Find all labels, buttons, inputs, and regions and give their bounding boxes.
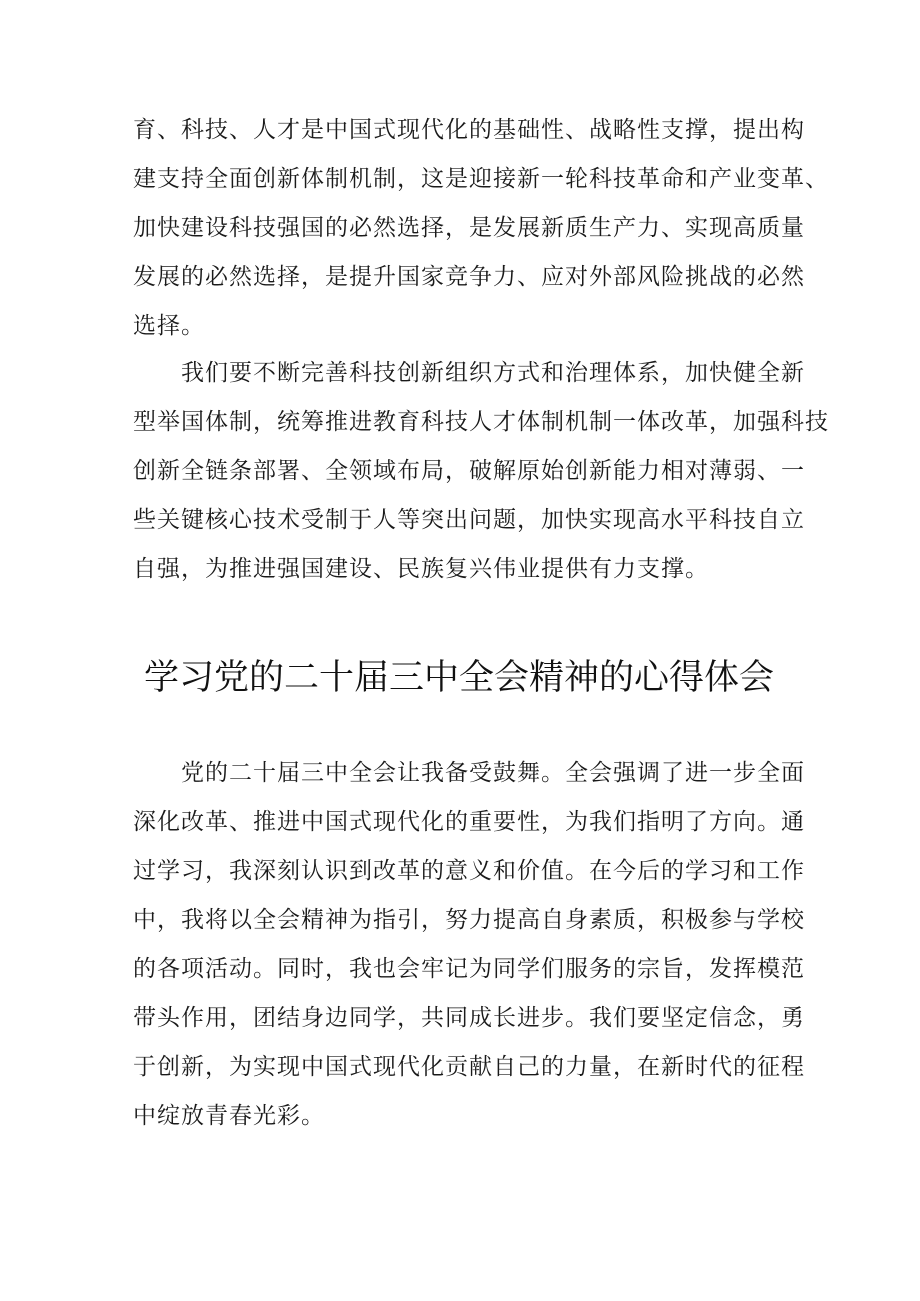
text-line: 中，我将以全会精神为指引，努力提高自身素质，积极参与学校 [133, 907, 805, 933]
paragraph-continued [133, 106, 829, 351]
text-line: 型举国体制，统筹推进教育科技人才体制机制一体改革，加强科技 [133, 409, 829, 435]
text-line: 创新全链条部署、全领域布局，破解原始创新能力相对薄弱、一 [133, 458, 805, 484]
text-line: 中绽放青春光彩。 [133, 1103, 325, 1129]
text-line: 加快建设科技强国的必然选择，是发展新质生产力、实现高质量 [133, 215, 805, 241]
text-line: 选择。 [133, 313, 205, 339]
text-line: 的各项活动。同时，我也会牢记为同学们服务的宗旨，发挥模范 [133, 956, 805, 982]
text-line: 些关键核心技术受制于人等突出问题，加快实现高水平科技自立 [133, 507, 805, 533]
paragraph-reflection [133, 749, 805, 1141]
text-line: 我们要不断完善科技创新组织方式和治理体系，加快健全新 [133, 360, 805, 386]
text-line: 于创新，为实现中国式现代化贡献自己的力量，在新时代的征程 [133, 1054, 805, 1080]
text-line: 育、科技、人才是中国式现代化的基础性、战略性支撑，提出构 [133, 117, 805, 143]
text-line: 深化改革、推进中国式现代化的重要性，为我们指明了方向。通 [133, 809, 805, 835]
text-line: 过学习，我深刻认识到改革的意义和价值。在今后的学习和工作 [133, 858, 805, 884]
paragraph-innovation [133, 349, 829, 594]
section-heading: 学习党的二十届三中全会精神的心得体会 [144, 658, 775, 698]
text-line: 建支持全面创新体制机制，这是迎接新一轮科技革命和产业变革、 [133, 166, 829, 192]
text-line: 带头作用，团结身边同学，共同成长进步。我们要坚定信念，勇 [133, 1005, 805, 1031]
text-line: 党的二十届三中全会让我备受鼓舞。全会强调了进一步全面 [133, 760, 805, 786]
text-line: 自强，为推进强国建设、民族复兴伟业提供有力支撑。 [133, 556, 709, 582]
text-line: 发展的必然选择，是提升国家竞争力、应对外部风险挑战的必然 [133, 264, 805, 290]
